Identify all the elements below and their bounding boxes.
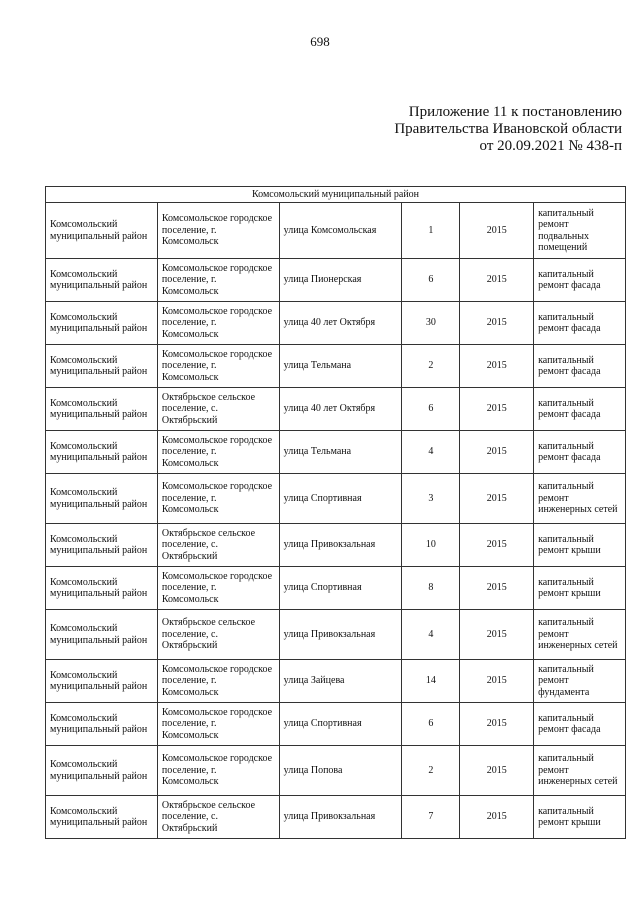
work-type-cell: капитальный ремонт инженерных сетей [534, 610, 626, 660]
table-row [46, 746, 626, 796]
year-cell: 2015 [460, 259, 534, 302]
work-type-cell: капитальный ремонт фасада [534, 259, 626, 302]
appendix-line: Правительства Ивановской области [394, 121, 622, 137]
street-cell: улица Тельмана [279, 431, 402, 474]
table-row [46, 259, 626, 302]
table-row [46, 431, 626, 474]
street-cell: улица 40 лет Октября [279, 388, 402, 431]
district-cell: Комсомольский муниципальный район [46, 431, 158, 474]
district-cell: Комсомольский муниципальный район [46, 703, 158, 746]
street-cell: улица Тельмана [279, 345, 402, 388]
settlement-cell: Октябрьское сельское поселение, с. Октябрьский [157, 524, 279, 567]
house-number-cell: 10 [402, 524, 460, 567]
work-type-cell: капитальный ремонт фасада [534, 345, 626, 388]
year-cell: 2015 [460, 203, 534, 259]
settlement-cell: Комсомольское городское поселение, г. Комсомольск [157, 746, 279, 796]
table-row [46, 610, 626, 660]
year-cell: 2015 [460, 431, 534, 474]
work-type-cell: капитальный ремонт фасада [534, 302, 626, 345]
settlement-cell: Октябрьское сельское поселение, с. Октябрьский [157, 610, 279, 660]
year-cell: 2015 [460, 660, 534, 703]
settlement-cell: Комсомольское городское поселение, г. Комсомольск [157, 567, 279, 610]
district-cell: Комсомольский муниципальный район [46, 345, 158, 388]
year-cell: 2015 [460, 610, 534, 660]
year-cell: 2015 [460, 796, 534, 839]
street-cell: улица Привокзальная [279, 524, 402, 567]
house-number-cell: 7 [402, 796, 460, 839]
district-cell: Комсомольский муниципальный район [46, 610, 158, 660]
house-number-cell: 30 [402, 302, 460, 345]
year-cell: 2015 [460, 302, 534, 345]
work-type-cell: капитальный ремонт крыши [534, 524, 626, 567]
page-number: 698 [310, 34, 330, 49]
year-cell: 2015 [460, 746, 534, 796]
table-row [46, 474, 626, 524]
district-cell: Комсомольский муниципальный район [46, 567, 158, 610]
street-cell: улица Комсомольская [279, 203, 402, 259]
settlement-cell: Комсомольское городское поселение, г. Комсомольск [157, 302, 279, 345]
settlement-cell: Комсомольское городское поселение, г. Комсомольск [157, 474, 279, 524]
work-type-cell: капитальный ремонт фасада [534, 388, 626, 431]
year-cell: 2015 [460, 474, 534, 524]
house-number-cell: 4 [402, 431, 460, 474]
house-number-cell: 3 [402, 474, 460, 524]
settlement-cell: Комсомольское городское поселение, г. Комсомольск [157, 345, 279, 388]
street-cell: улица Привокзальная [279, 610, 402, 660]
objects-table [45, 186, 626, 839]
district-cell: Комсомольский муниципальный район [46, 660, 158, 703]
year-cell: 2015 [460, 703, 534, 746]
work-type-cell: капитальный ремонт крыши [534, 567, 626, 610]
house-number-cell: 4 [402, 610, 460, 660]
street-cell: улица Спортивная [279, 567, 402, 610]
year-cell: 2015 [460, 524, 534, 567]
street-cell: улица Пионерская [279, 259, 402, 302]
work-type-cell: капитальный ремонт подвальных помещений [534, 203, 626, 259]
street-cell: улица Привокзальная [279, 796, 402, 839]
district-cell: Комсомольский муниципальный район [46, 259, 158, 302]
appendix-header [394, 104, 622, 155]
work-type-cell: капитальный ремонт крыши [534, 796, 626, 839]
house-number-cell: 1 [402, 203, 460, 259]
appendix-line: от 20.09.2021 № 438-п [479, 138, 622, 154]
table-row [46, 524, 626, 567]
district-cell: Комсомольский муниципальный район [46, 524, 158, 567]
house-number-cell: 2 [402, 746, 460, 796]
house-number-cell: 14 [402, 660, 460, 703]
work-type-cell: капитальный ремонт инженерных сетей [534, 746, 626, 796]
settlement-cell: Октябрьское сельское поселение, с. Октябрьский [157, 388, 279, 431]
year-cell: 2015 [460, 345, 534, 388]
table-row [46, 660, 626, 703]
house-number-cell: 8 [402, 567, 460, 610]
table-row [46, 345, 626, 388]
street-cell: улица Зайцева [279, 660, 402, 703]
work-type-cell: капитальный ремонт инженерных сетей [534, 474, 626, 524]
district-cell: Комсомольский муниципальный район [46, 746, 158, 796]
house-number-cell: 6 [402, 388, 460, 431]
year-cell: 2015 [460, 567, 534, 610]
district-cell: Комсомольский муниципальный район [46, 388, 158, 431]
street-cell: улица Спортивная [279, 703, 402, 746]
settlement-cell: Комсомольское городское поселение, г. Комсомольск [157, 259, 279, 302]
district-cell: Комсомольский муниципальный район [46, 302, 158, 345]
work-type-cell: капитальный ремонт фасада [534, 703, 626, 746]
district-cell: Комсомольский муниципальный район [46, 203, 158, 259]
house-number-cell: 6 [402, 703, 460, 746]
settlement-cell: Комсомольское городское поселение, г. Комсомольск [157, 203, 279, 259]
year-cell: 2015 [460, 388, 534, 431]
table-row [46, 388, 626, 431]
table-row [46, 567, 626, 610]
work-type-cell: капитальный ремонт фасада [534, 431, 626, 474]
settlement-cell: Комсомольское городское поселение, г. Комсомольск [157, 703, 279, 746]
house-number-cell: 6 [402, 259, 460, 302]
table-row [46, 703, 626, 746]
house-number-cell: 2 [402, 345, 460, 388]
street-cell: улица Попова [279, 746, 402, 796]
street-cell: улица Спортивная [279, 474, 402, 524]
district-cell: Комсомольский муниципальный район [46, 796, 158, 839]
settlement-cell: Октябрьское сельское поселение, с. Октябрьский [157, 796, 279, 839]
street-cell: улица 40 лет Октября [279, 302, 402, 345]
settlement-cell: Комсомольское городское поселение, г. Комсомольск [157, 431, 279, 474]
table-row [46, 203, 626, 259]
district-cell: Комсомольский муниципальный район [46, 474, 158, 524]
appendix-line: Приложение 11 к постановлению [408, 104, 622, 120]
table-row [46, 796, 626, 839]
work-type-cell: капитальный ремонт фундамента [534, 660, 626, 703]
settlement-cell: Комсомольское городское поселение, г. Комсомольск [157, 660, 279, 703]
section-header: Комсомольский муниципальный район [46, 187, 626, 203]
table-row [46, 302, 626, 345]
